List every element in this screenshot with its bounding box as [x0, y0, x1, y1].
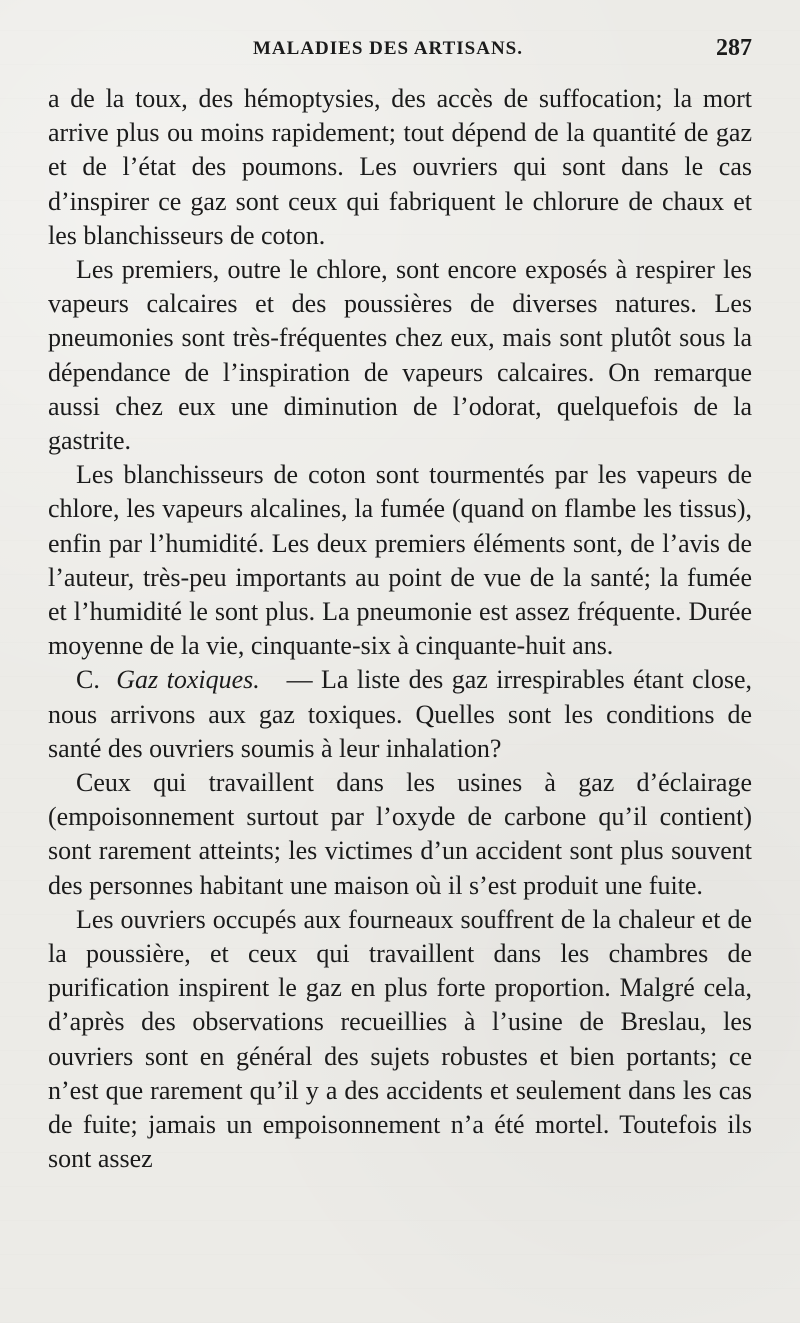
- page-body: [48, 82, 752, 1177]
- paragraph-6: [48, 903, 752, 1177]
- section-title: Gaz toxiques.: [116, 665, 260, 695]
- running-header: [48, 35, 752, 72]
- paragraph-5: [48, 766, 752, 903]
- paragraph-1: [48, 82, 752, 253]
- paragraph-6-text: Les ouvriers occupés aux fourneaux souffrent de la chaleur et de la poussière, et ceux qui travaillent dans les chambres de purification inspirent le gaz en plus forte proportion. Malgré cela, d’après des observations recueillies à l’usine de Breslau, les ouvriers sont en général des sujets robustes et bien portants; ce n’est que rarement qu’il y a des accidents et seulement dans les cas de fuite; jamais un empoisonnement n’a été mortel. Toutefois ils sont assez: [48, 904, 752, 1174]
- paragraph-3-text: Les blanchisseurs de coton sont tourmentés par les vapeurs de chlore, les vapeurs alcalines, la fumée (quand on flambe les tissus), enfin par l’humidité. Les deux premiers éléments sont, de l’avis de l’auteur, très-peu importants au point de vue de la santé; la fumée et l’humidité le sont plus. La pneumonie est assez fréquente. Durée moyenne de la vie, cinquante-six à cinquante-huit ans.: [48, 460, 752, 661]
- paragraph-4: [48, 663, 752, 766]
- page-number: 287: [716, 35, 752, 61]
- paragraph-3: [48, 458, 752, 663]
- paragraph-2: [48, 253, 752, 458]
- paragraph-2-text: Les premiers, outre le chlore, sont encore exposés à respirer les vapeurs calcaires et des poussières de diverses natures. Les pneumonies sont très-fréquentes chez eux, mais sont plutôt sous la dépendance de l’inspiration de vapeurs calcaires. On remarque aussi chez eux une diminution de l’odorat, quelquefois de la gastrite.: [48, 255, 752, 456]
- section-letter: C.: [76, 665, 100, 695]
- paragraph-4-text: — La liste des gaz irrespirables étant close, nous arrivons aux gaz toxiques. Quelles sont les conditions de santé des ouvriers soumis à leur inhalation?: [48, 665, 753, 763]
- paragraph-5-text: Ceux qui travaillent dans les usines à gaz d’éclairage (empoisonnement surtout par l’oxyde de carbone qu’il contient) sont rarement atteints; les victimes d’un accident sont plus souvent des personnes habitant une maison où il s’est produit une fuite.: [48, 768, 752, 900]
- paragraph-1-text: a de la toux, des hémoptysies, des accès de suffocation; la mort arrive plus ou moins rapidement; tout dépend de la quantité de gaz et de l’état des poumons. Les ouvriers qui sont dans le cas d’inspirer ce gaz sont ceux qui fabriquent le chlorure de chaux et les blanchisseurs de coton.: [48, 84, 752, 250]
- running-title: MALADIES DES ARTISANS.: [253, 38, 523, 59]
